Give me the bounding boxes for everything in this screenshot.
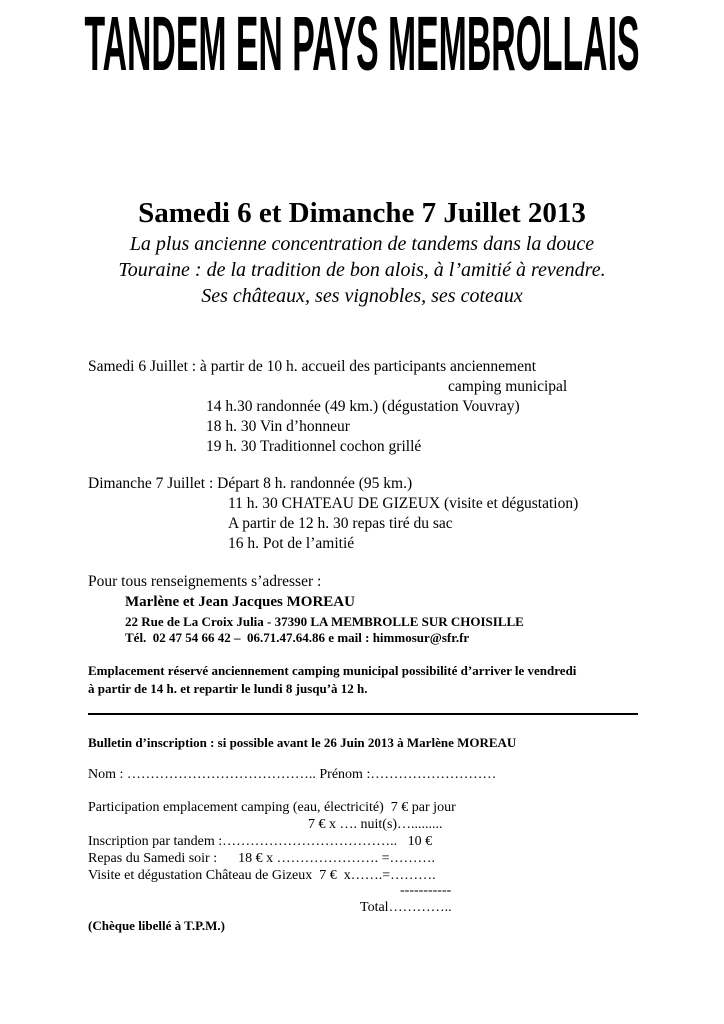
event-date-title: Samedi 6 et Dimanche 7 Juillet 2013 — [138, 197, 586, 229]
contact-address: 22 Rue de La Croix Julia - 37390 LA MEMBROLLE SUR CHOISILLE — [125, 614, 524, 629]
contact-phone-mail: Tél. 02 47 54 66 42 – 06.71.47.64.86 e mail : himmosur@sfr.fr — [125, 630, 470, 645]
samedi-line-5: 19 h. 30 Traditionnel cochon grillé — [206, 438, 422, 455]
divider-line — [88, 713, 638, 715]
samedi-line-3: 14 h.30 randonnée (49 km.) (dégustation Vouvray) — [206, 398, 520, 415]
bulletin-separator: ----------- — [400, 883, 452, 898]
bulletin-tandem-line: Inscription par tandem :……………………………….. 10 € — [88, 834, 433, 849]
samedi-line-1: Samedi 6 Juillet : à partir de 10 h. accueil des participants anciennement — [88, 358, 537, 375]
notice-line-1: Emplacement réservé anciennement camping municipal possibilité d’arriver le vendredi — [88, 663, 577, 678]
bulletin-title: Bulletin d’inscription : si possible avant le 26 Juin 2013 à Marlène MOREAU — [88, 735, 517, 750]
intro-line-3: Ses châteaux, ses vignobles, ses coteaux — [201, 285, 523, 307]
bulletin-dinner-line: Repas du Samedi soir : 18 € x …………………. =………. — [88, 851, 435, 866]
bulletin-cheque-note: (Chèque libellé à T.P.M.) — [88, 918, 225, 933]
samedi-line-2: camping municipal — [448, 378, 568, 395]
banner-title — [0, 0, 724, 80]
intro-line-1: La plus ancienne concentration de tandems dans la douce — [129, 233, 595, 255]
banner-title-text: TANDEM EN PAYS MEMBROLLAIS — [84, 0, 640, 80]
dimanche-line-1: Dimanche 7 Juillet : Départ 8 h. randonnée (95 km.) — [88, 475, 413, 492]
contact-names: Marlène et Jean Jacques MOREAU — [125, 594, 355, 610]
samedi-line-4: 18 h. 30 Vin d’honneur — [206, 418, 350, 435]
dimanche-line-2: 11 h. 30 CHATEAU DE GIZEUX (visite et dégustation) — [228, 495, 579, 512]
bulletin-visit-line: Visite et dégustation Château de Gizeux 7 € x…….=………. — [88, 868, 436, 883]
bulletin-nights-line: 7 € x …. nuit(s)…......... — [308, 817, 443, 832]
contact-intro: Pour tous renseignements s’adresser : — [88, 573, 322, 590]
intro-line-2: Touraine : de la tradition de bon alois, à l’amitié à revendre. — [118, 259, 606, 281]
bulletin-total-line: Total………….. — [360, 900, 452, 915]
bulletin-camping-line: Participation emplacement camping (eau, électricité) 7 € par jour — [88, 800, 456, 815]
dimanche-line-3: A partir de 12 h. 30 repas tiré du sac — [228, 515, 453, 532]
dimanche-line-4: 16 h. Pot de l’amitié — [228, 535, 355, 552]
bulletin-name-line: Nom : ………………………………….. Prénom :……………………… — [88, 767, 497, 782]
notice-line-2: à partir de 14 h. et repartir le lundi 8 jusqu’à 12 h. — [88, 681, 368, 696]
